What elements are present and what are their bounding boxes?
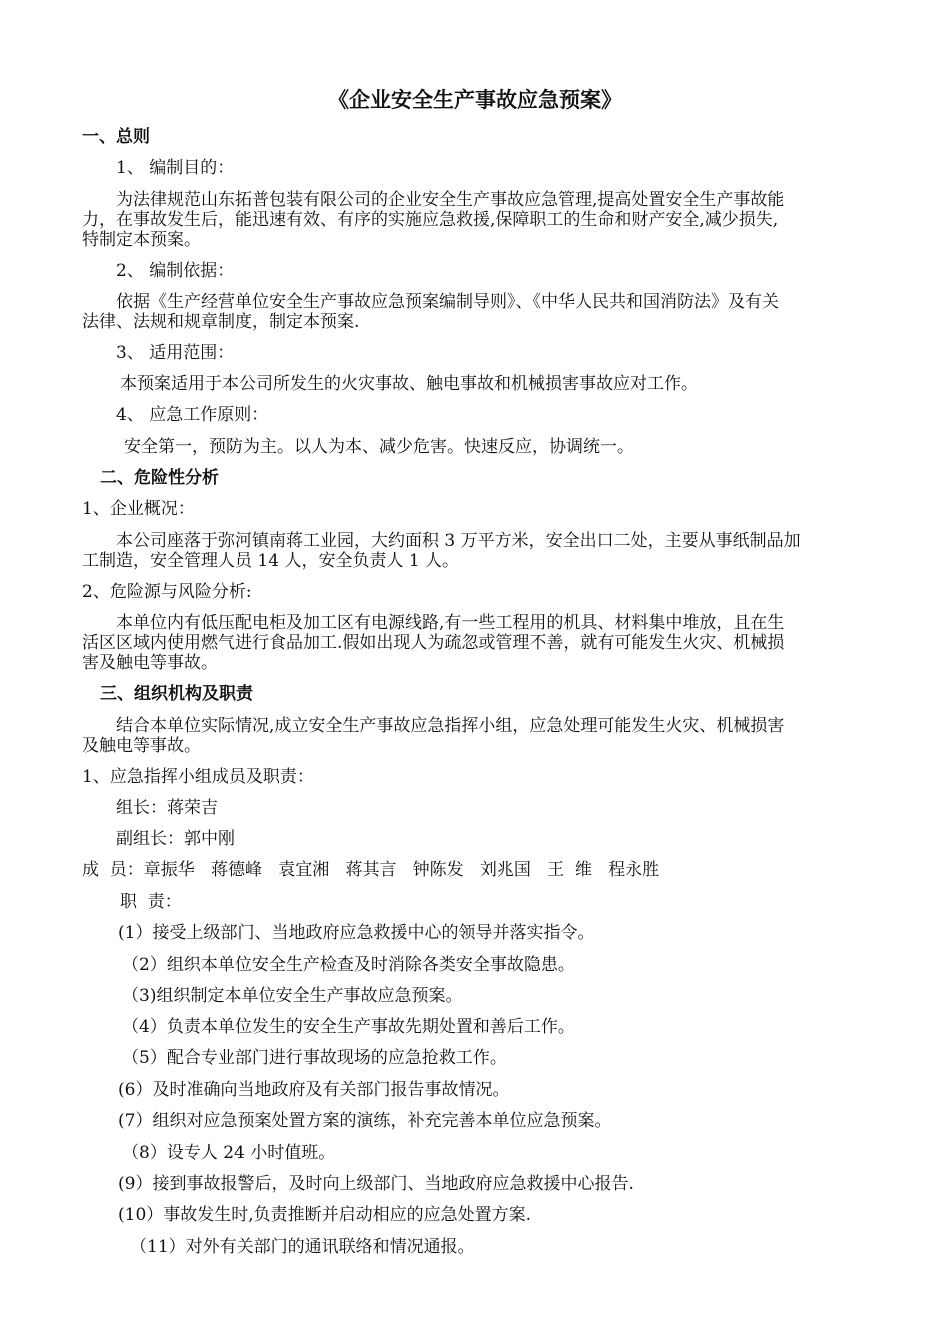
paragraph-line: 结合本单位实际情况,成立安全生产事故应急指挥小组，应急处理可能发生火灾、机械损害 xyxy=(116,716,785,736)
duty-item: （3)组织制定本单位安全生产事故应急预案。 xyxy=(122,986,463,1006)
duty-item: （8）设专人 24 小时值班。 xyxy=(122,1143,336,1163)
paragraph-line: 本预案适用于本公司所发生的火灾事故、触电事故和机械损害事故应对工作。 xyxy=(120,374,698,394)
duties-label: 职 责： xyxy=(120,892,182,912)
paragraph-line: 工制造，安全管理人员 14 人，安全负责人 1 人。 xyxy=(82,551,460,571)
paragraph-line: 法律、法规和规章制度，制定本预案. xyxy=(82,312,360,332)
paragraph-line: 害及触电等事故。 xyxy=(82,653,218,673)
item-label-basis: 2、 编制依据： xyxy=(116,261,235,281)
duty-item: （4）负责本单位发生的安全生产事故先期处置和善后工作。 xyxy=(122,1017,575,1037)
duty-item: (1）接受上级部门、当地政府应急救援中心的领导并落实指令。 xyxy=(118,923,595,943)
paragraph-line: 力，在事故发生后，能迅速有效、有序的实施应急救援,保障职工的生命和财产安全,减少损失, xyxy=(82,210,779,230)
item-label-hazards: 2、危险源与风险分析: xyxy=(82,582,252,602)
duty-item: （2）组织本单位安全生产检查及时消除各类安全事故隐患。 xyxy=(122,955,575,975)
duty-item: (7）组织对应急预案处置方案的演练，补充完善本单位应急预案。 xyxy=(118,1111,612,1131)
group-members: 成 员：章振华 蒋德峰 袁宜湘 蒋其言 钟陈发 刘兆国 王 维 程永胜 xyxy=(82,860,660,880)
paragraph-line: 及触电等事故。 xyxy=(82,736,201,756)
deputy-leader: 副组长：郭中刚 xyxy=(116,829,235,849)
section-heading-risk: 二、危险性分析 xyxy=(100,468,219,488)
item-label-purpose: 1、 编制目的： xyxy=(116,158,235,178)
paragraph-line: 活区区域内使用燃气进行食品加工.假如出现人为疏忽或管理不善，就有可能发生火灾、机械损 xyxy=(82,633,785,653)
section-heading-general: 一、总则 xyxy=(82,127,150,147)
item-label-overview: 1、企业概况： xyxy=(82,499,195,519)
item-label-principles: 4、 应急工作原则： xyxy=(116,405,269,425)
duty-item: (10）事故发生时,负责推断并启动相应的应急处置方案. xyxy=(118,1205,532,1225)
paragraph-line: 特制定本预案。 xyxy=(82,230,201,250)
paragraph-line: 为法律规范山东拓普包装有限公司的企业安全生产事故应急管理,提高处置安全生产事故能 xyxy=(116,190,785,210)
item-label-command-group: 1、应急指挥小组成员及职责： xyxy=(82,767,314,787)
duty-item: (6）及时准确向当地政府及有关部门报告事故情况。 xyxy=(118,1080,510,1100)
duty-item: （11）对外有关部门的通讯联络和情况通报。 xyxy=(130,1237,475,1257)
paragraph-line: 本公司座落于弥河镇南蒋工业园，大约面积 3 万平方米，安全出口二处，主要从事纸制品加 xyxy=(116,531,801,551)
paragraph-line: 依据《生产经营单位安全生产事故应急预案编制导则》、《中华人民共和国消防法》及有关 xyxy=(116,292,779,312)
duty-item: (9）接到事故报警后，及时向上级部门、当地政府应急救援中心报告. xyxy=(118,1174,634,1194)
paragraph-line: 安全第一，预防为主。以人为本、减少危害。快速反应，协调统一。 xyxy=(124,437,634,457)
paragraph-line: 本单位内有低压配电柜及加工区有电源线路,有一些工程用的机具、材料集中堆放，且在生 xyxy=(116,613,785,633)
section-heading-organization: 三、组织机构及职责 xyxy=(100,684,253,704)
group-leader: 组长：蒋荣吉 xyxy=(116,798,218,818)
duty-item: （5）配合专业部门进行事故现场的应急抢救工作。 xyxy=(122,1048,507,1068)
document-title: 《企业安全生产事故应急预案》 xyxy=(328,87,622,112)
item-label-scope: 3、 适用范围： xyxy=(116,343,235,363)
